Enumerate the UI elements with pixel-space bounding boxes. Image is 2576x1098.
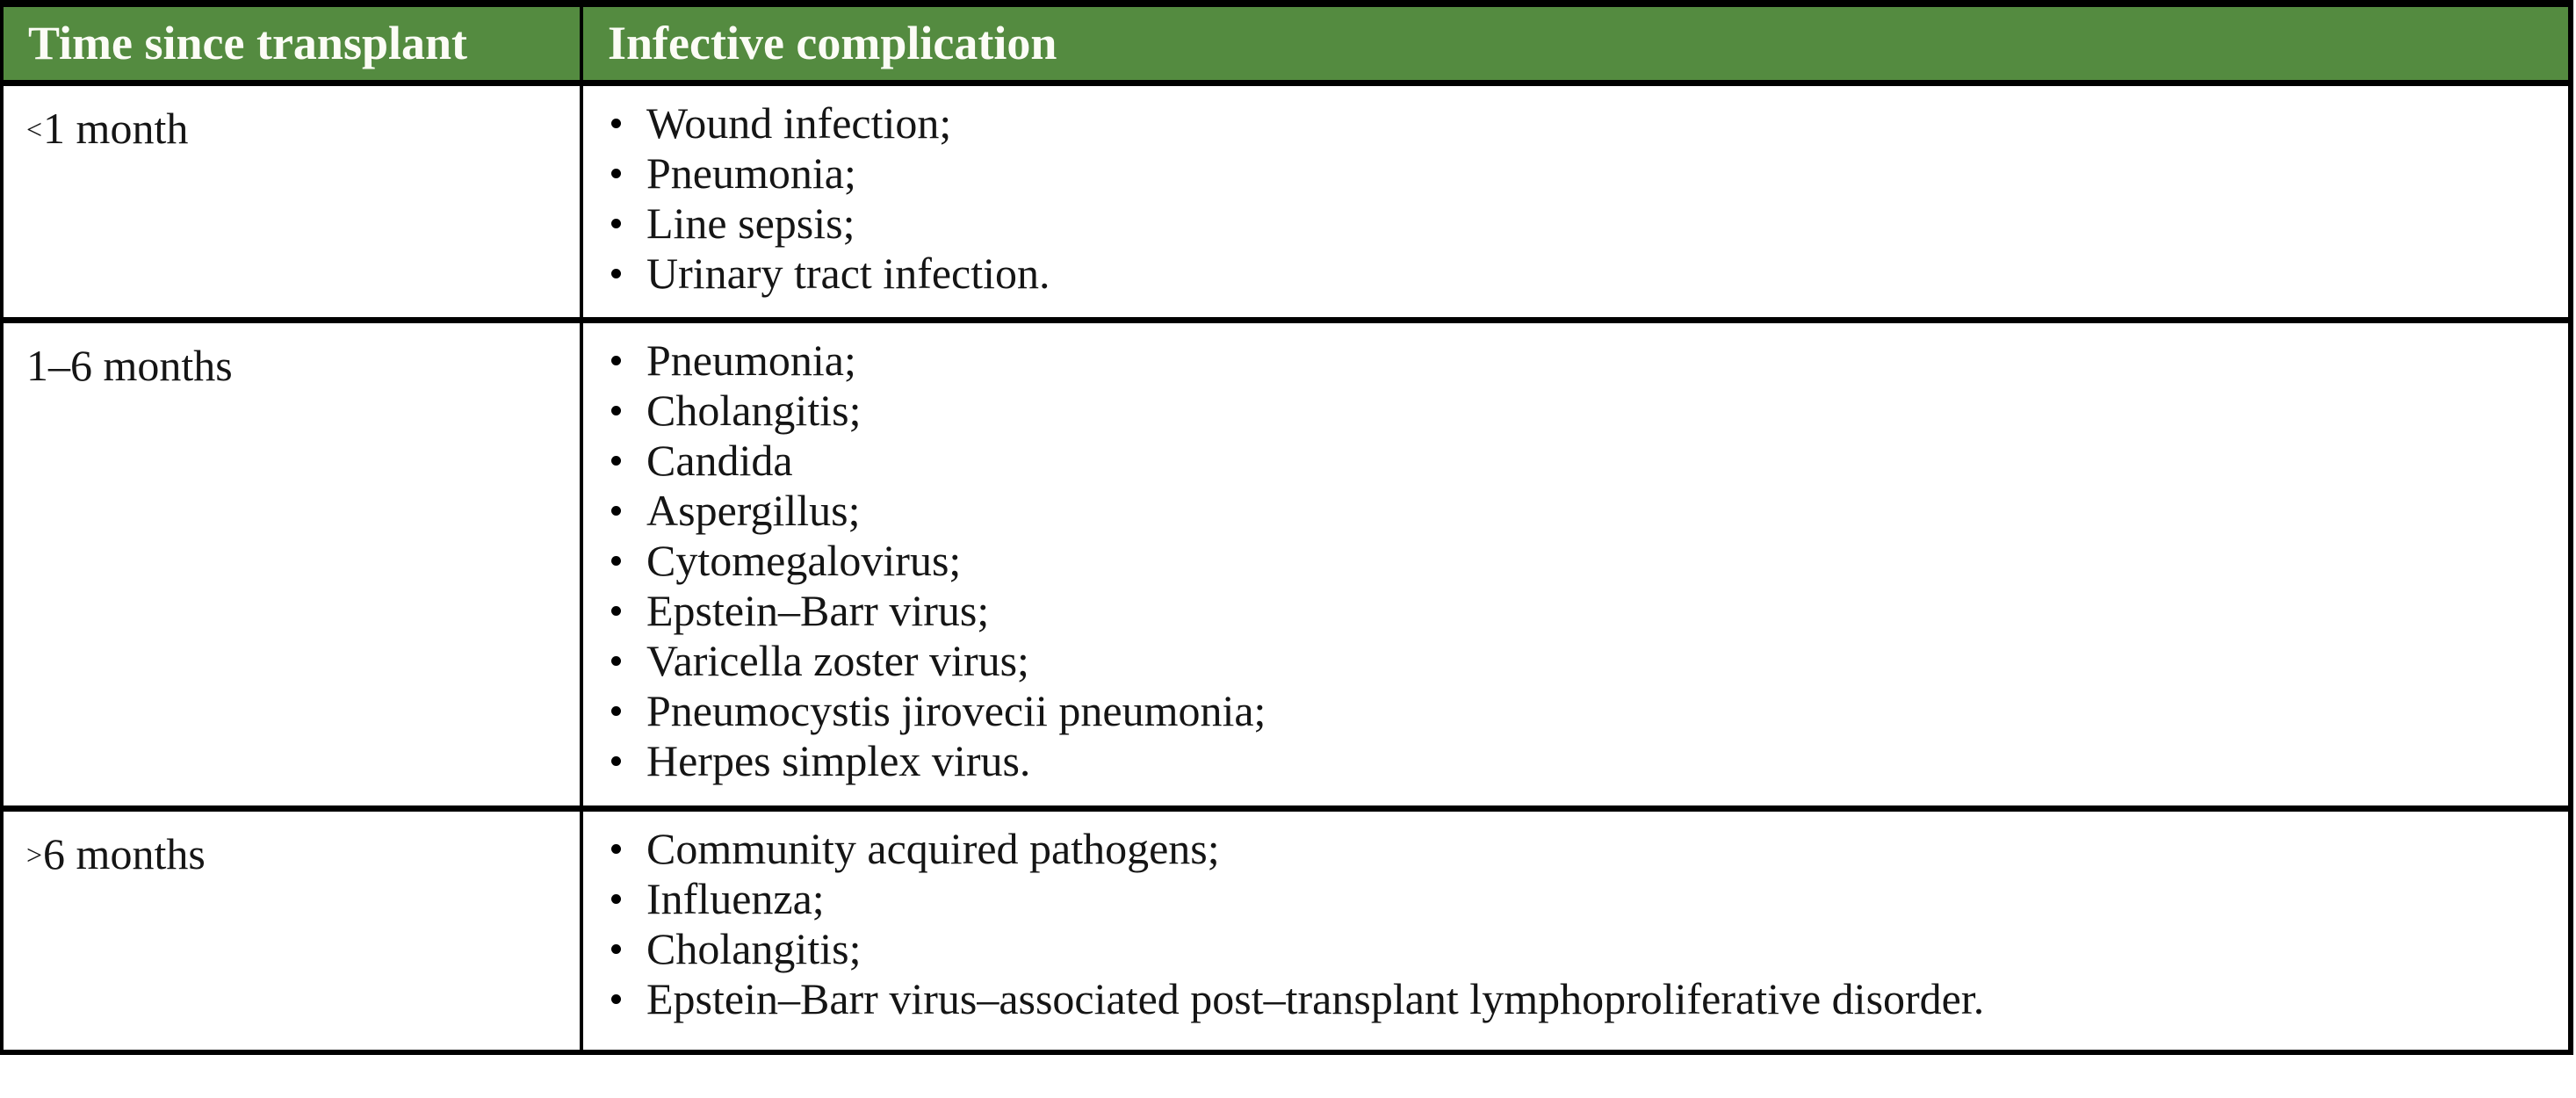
complications-list (610, 98, 2551, 299)
complications-cell (581, 808, 2571, 1052)
time-label: 1 month (43, 103, 189, 153)
list-item: Wound infection; (610, 98, 2551, 148)
complications-list (610, 824, 2551, 1024)
greater-than-symbol: > (26, 838, 44, 870)
less-than-symbol: < (26, 112, 44, 145)
list-item: Influenza; (610, 874, 2551, 924)
time-cell (2, 320, 581, 808)
complications-cell (581, 320, 2571, 808)
header-row (2, 4, 2571, 83)
table-row-1-6-months (2, 320, 2571, 808)
column-header-time-since-transplant: Time since transplant (2, 4, 581, 83)
table-row-less-than-1-month (2, 83, 2571, 320)
list-item: Aspergillus; (610, 486, 2551, 536)
time-cell (2, 83, 581, 320)
complications-list (610, 336, 2551, 786)
time-label: 1–6 months (26, 340, 233, 390)
list-item: Urinary tract infection. (610, 249, 2551, 299)
table-row-more-than-6-months (2, 808, 2571, 1052)
list-item: Cholangitis; (610, 924, 2551, 974)
list-item: Cytomegalovirus; (610, 536, 2551, 586)
list-item: Herpes simplex virus. (610, 736, 2551, 786)
time-cell (2, 808, 581, 1052)
time-label: 6 months (43, 828, 206, 878)
list-item: Pneumonia; (610, 148, 2551, 199)
column-header-infective-complication: Infective complication (581, 4, 2571, 83)
list-item: Candida (610, 436, 2551, 486)
list-item: Pneumonia; (610, 336, 2551, 386)
list-item: Epstein–Barr virus–associated post–transplant lymphoproliferative disorder. (610, 974, 2551, 1024)
list-item: Pneumocystis jirovecii pneumonia; (610, 686, 2551, 736)
list-item: Varicella zoster virus; (610, 636, 2551, 686)
list-item: Cholangitis; (610, 386, 2551, 436)
list-item: Epstein–Barr virus; (610, 586, 2551, 636)
list-item: Line sepsis; (610, 199, 2551, 249)
complications-cell (581, 83, 2571, 320)
list-item: Community acquired pathogens; (610, 824, 2551, 874)
